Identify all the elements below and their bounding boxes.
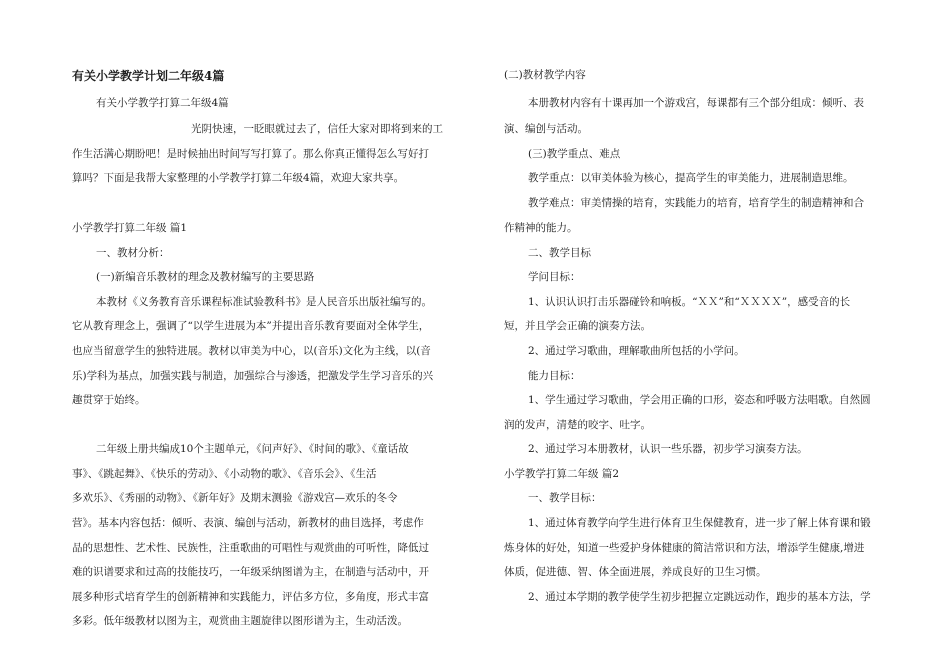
paragraph-line: 体质，促进德、智、体全面进展，养成良好的卫生习惯。	[504, 566, 767, 578]
paragraph-line: 教学重点：以审美体验为核心，提高学生的审美能力，进展制造思维。	[528, 172, 854, 184]
paragraph-line: 算吗？下面是我帮大家整理的小学教学打算二年级4篇，欢迎大家共享。	[72, 172, 405, 184]
section-heading: 一、教学目标：	[528, 492, 602, 504]
paragraph-line: 2、通过学习本册教材，认识一些乐器，初步学习演奏方法。	[528, 443, 808, 455]
paragraph-line: 作生活满心期盼吧！是时候抽出时间写写打算了。那么你真正懂得怎么写好打	[72, 148, 429, 160]
paragraph-line: 也应当留意学生的独特进展。教材以审美为中心，以(音乐)文化为主线，以(音	[72, 345, 431, 357]
paragraph-line: 1、认识认识打击乐器碰铃和响板。“ＸＸ”和“ＸＸＸＸ”，感受音的长	[528, 296, 851, 308]
paragraph-line: 作精神的能力。	[504, 222, 578, 234]
paragraph-line: 短，并且学会正确的演奏方法。	[504, 320, 651, 332]
paragraph-line: 它从教育理念上，强调了“以学生进展为本”并提出音乐教育要面对全体学生，	[72, 320, 430, 332]
paragraph-line: 本册教材内容有十课再加一个游戏宫，每课都有三个部分组成：倾听、表	[528, 97, 864, 109]
section-heading: 小学教学打算二年级 篇2	[504, 468, 620, 480]
section-heading: 二、教学目标	[528, 247, 591, 259]
paragraph-line: 1、学生通过学习歌曲，学会用正确的口形，姿态和呼吸方法唱歌。自然圆	[528, 394, 871, 406]
paragraph-line: 乐)学科为基点，加强实践与制造，加强综合与渗透，把激发学生学习音乐的兴	[72, 370, 434, 382]
document-subtitle: 有关小学教学打算二年级4篇	[96, 97, 229, 109]
paragraph-line: 润的发声，清楚的咬字、吐字。	[504, 419, 651, 431]
subsection-heading: (二)教材教学内容	[504, 69, 586, 81]
section-heading: 小学教学打算二年级 篇1	[72, 222, 188, 234]
paragraph-line: 教学难点：审美情操的培育，实践能力的培育，培育学生的制造精神和合	[528, 197, 864, 209]
paragraph-line: 本教材《义务教育音乐课程标准试验教科书》是人民音乐出版社编写的。	[96, 296, 432, 308]
subsection-heading: (三)教学重点、难点	[528, 148, 621, 160]
paragraph-line: 营》。基本内容包括：倾听、表演、编创与活动，新教材的曲目选择，考虑作	[72, 517, 424, 529]
paragraph-line: 难的识谱要求和过高的技能技巧，一年级采纳图谱为主，在制造与活动中，开	[72, 566, 429, 578]
paragraph-line: 演、编创与活动。	[504, 123, 588, 135]
subsection-heading: 能力目标：	[528, 370, 581, 382]
subsection-heading: 学问目标：	[528, 271, 581, 283]
paragraph-line: 品的思想性、艺术性、民族性，注重歌曲的可唱性与观赏曲的可听性，降低过	[72, 542, 429, 554]
paragraph-line: 趣贯穿于始终。	[72, 394, 146, 406]
paragraph-line: 2、通过学习歌曲，理解歌曲所包括的小学问。	[528, 345, 745, 357]
paragraph-line: 二年级上册共编成10个主题单元，《问声好》、《时间的歌》、《童话故	[96, 443, 409, 455]
paragraph-line: 多欢乐》、《秀丽的动物》、《新年好》及期末测验《游戏宫—欢乐的冬令	[72, 492, 398, 504]
paragraph-line: 展多种形式培育学生的创新精神和实践能力，评估多方位，多角度，形式丰富	[72, 591, 429, 603]
paragraph-line: 炼身体的好处，知道一些爱护身体健康的简洁常识和方法，增添学生健康,增进	[504, 542, 865, 554]
paragraph-line: 2、通过本学期的教学使学生初步把握立定跳远动作，跑步的基本方法，学	[528, 591, 871, 603]
section-heading: 一、教材分析：	[96, 247, 170, 259]
paragraph-line: 事》、《跳起舞》、《快乐的劳动》、《小动物的歌》、《音乐会》、《生活	[72, 468, 377, 480]
paragraph-line: 光阴快速，一眨眼就过去了，信任大家对即将到来的工	[191, 123, 443, 135]
subsection-heading: (一)新编音乐教材的理念及教材编写的主要思路	[96, 271, 315, 283]
document-title: 有关小学教学计划二年级4篇	[72, 69, 225, 83]
paragraph-line: 1、通过体育教学向学生进行体育卫生保健教育，进一步了解上体育课和锻	[528, 517, 871, 529]
paragraph-line: 多彩。低年级教材以图为主，观赏曲主题旋律以图形谱为主，生动活泼。	[72, 615, 408, 627]
